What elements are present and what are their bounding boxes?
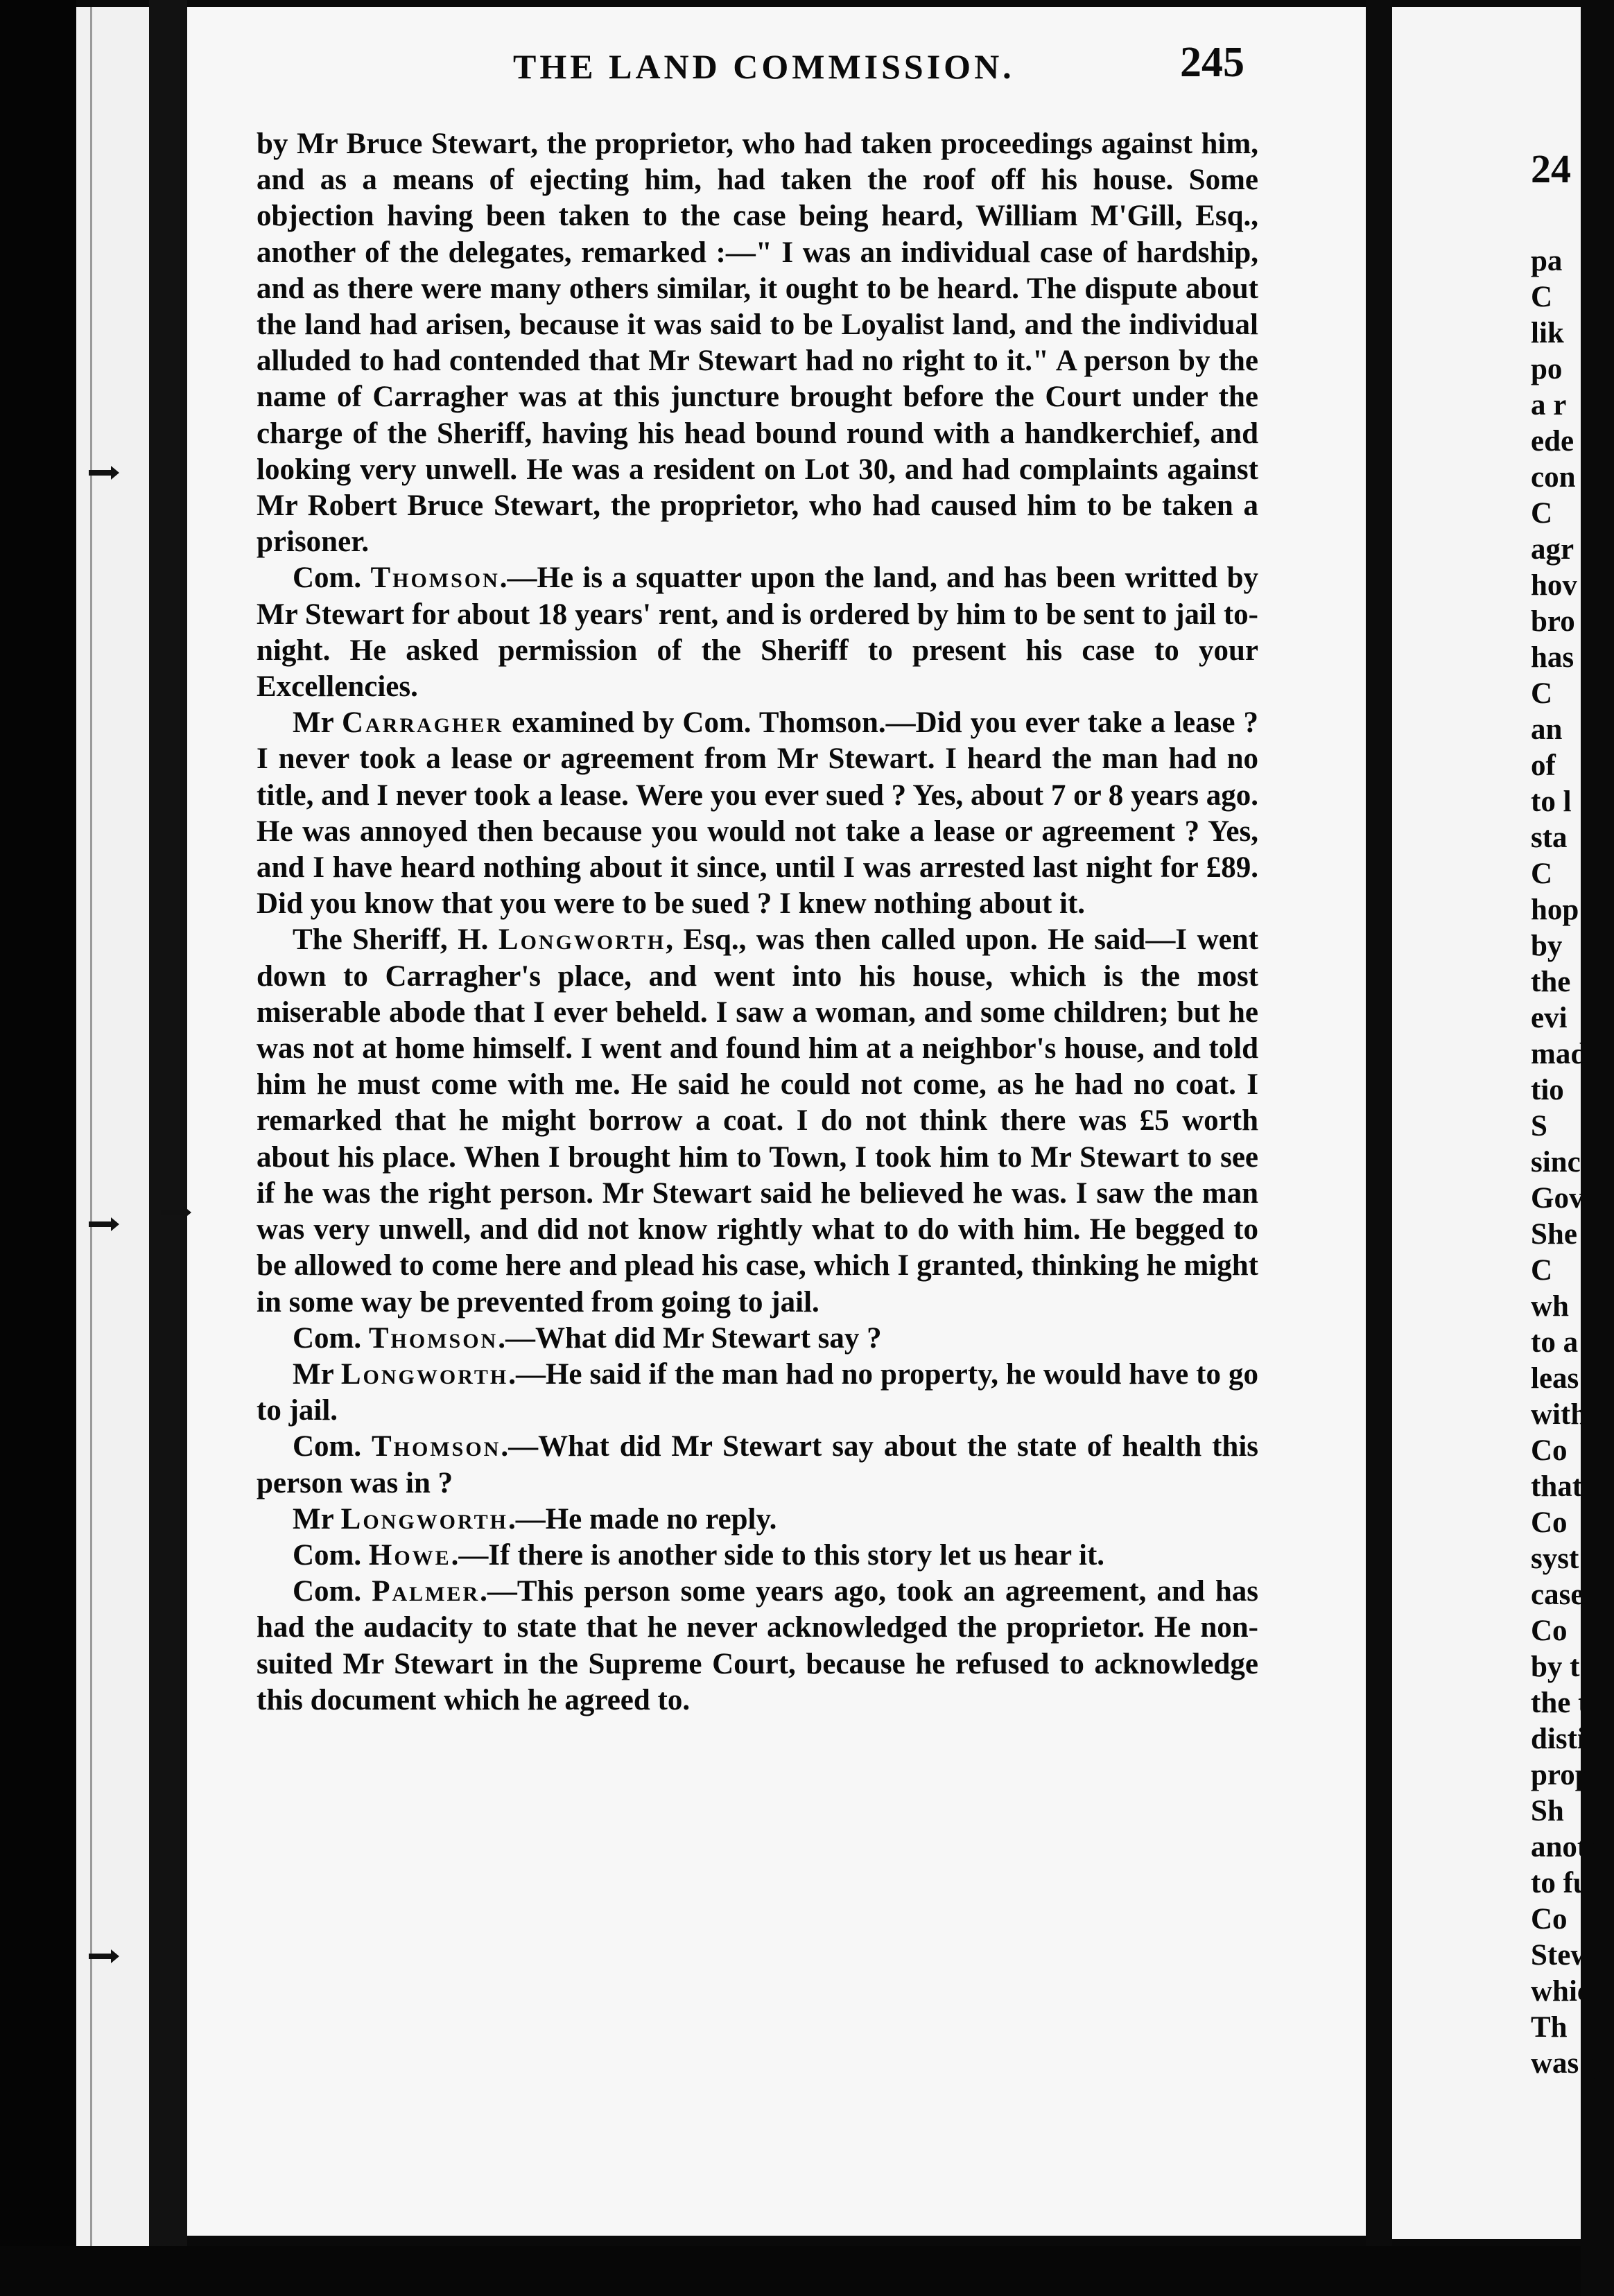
paragraph-text: Com. <box>293 1321 369 1355</box>
page-gutter <box>1366 0 1392 2296</box>
next-page-line-fragment: to fu <box>1531 1867 1590 1899</box>
speaker-name: Palmer <box>372 1575 480 1608</box>
next-page-line-fragment: to l <box>1531 785 1572 818</box>
left-border-shadow <box>0 0 76 2296</box>
paragraph <box>257 705 1258 922</box>
next-page-line-fragment: a r <box>1531 389 1567 421</box>
paragraph <box>257 922 1258 1320</box>
next-page-line-fragment: Co <box>1531 1506 1568 1539</box>
next-page-line-fragment: by t <box>1531 1651 1580 1683</box>
paragraph-text: by Mr Bruce Stewart, the proprietor, who had taken proceedings against him, and as a means of ejecting him, had taken the roof off his house. Some objection having been taken to the case being heard, William M'Gill, Esq., another of the delegates, remarked :—" I was an individual case of hardship, and as there were many others similar, it ought to be heard. The dispute about the land had arisen, because it was said to be Loyalist land, and the individual alluded to had contended that Mr Stewart had no right to it." A person by the name of Carragher was at this juncture brought before the Court under the charge of the Sheriff, having his head bound round with a handkerchief, and looking very unwell. He was a resident on Lot 30, and had complaints against Mr Robert Bruce Stewart, the proprietor, who had caused him to be taken a prisoner. <box>257 128 1258 559</box>
next-page-line-fragment: con <box>1531 461 1576 494</box>
paragraph-text: Mr <box>293 1502 341 1536</box>
paragraph-text: .—What did Mr Stewart say ? <box>498 1321 882 1355</box>
running-head <box>274 38 1244 94</box>
next-page-line-fragment: Gov <box>1531 1182 1584 1215</box>
next-page-line-fragment: the t <box>1531 1687 1588 1719</box>
paragraph-text: Com. <box>293 1538 369 1572</box>
next-page-column <box>1531 73 1614 2082</box>
paragraph-text: Com. <box>293 562 371 595</box>
article-body <box>257 126 1258 1719</box>
next-page-line-fragment: C <box>1531 497 1553 530</box>
paragraph-text: Com. <box>293 1430 372 1463</box>
next-page-line-fragment: anoth <box>1531 1831 1604 1863</box>
next-page-line-fragment: whic <box>1531 1975 1590 2008</box>
next-page-line-fragment: agr <box>1531 533 1574 566</box>
page-number: 245 <box>1180 39 1244 86</box>
paragraph <box>257 1574 1258 1719</box>
speaker-name: Thomson <box>368 1321 498 1355</box>
next-page-line-fragment: po <box>1531 353 1563 385</box>
next-page-line-fragment: She <box>1531 1218 1577 1251</box>
paragraph-text: Mr <box>293 706 342 740</box>
next-page-line-fragment: prop <box>1531 1759 1592 1791</box>
tab-marker <box>89 470 112 476</box>
next-page-line-fragment: syst <box>1531 1542 1579 1575</box>
paragraph-text: .—He is a squatter upon the land, and has been writted by Mr Stewart for about 18 years' rent, and is ordered by him to be sent to jail to-night. He asked permission of the Sheriff to present his case to your Excellencies. <box>257 562 1258 704</box>
next-page-line-fragment: Stew <box>1531 1939 1593 1972</box>
tab-marker <box>89 1221 112 1227</box>
paragraph-text: .—This person some years ago, took an agreement, and has had the audacity to state that he never acknowledged the proprietor. He non-suited Mr Stewart in the Supreme Court, because he refused to acknowledge this document which he agreed to. <box>257 1575 1258 1716</box>
paragraph-text: Mr <box>293 1357 341 1391</box>
next-page-line-fragment: C <box>1531 677 1553 710</box>
paragraph <box>257 1357 1258 1429</box>
speaker-name: Longworth <box>498 923 666 957</box>
bottom-shadow <box>0 2246 1581 2296</box>
next-page-line-fragment: of <box>1531 749 1556 782</box>
next-page-line-fragment: case <box>1531 1578 1584 1611</box>
next-page-line-fragment: Co <box>1531 1434 1568 1467</box>
next-page-line-fragment: with <box>1531 1398 1588 1431</box>
next-page-line-fragment: sinc <box>1531 1146 1581 1179</box>
paragraph-text: .—What did Mr Stewart say about the state of health this person was in ? <box>257 1430 1259 1499</box>
next-page-line-fragment: tio <box>1531 1074 1564 1106</box>
next-page-line-fragment: the <box>1531 966 1571 998</box>
next-page-line-fragment: hop <box>1531 894 1579 926</box>
next-page-line-fragment: hov <box>1531 569 1577 602</box>
speaker-name: Thomson <box>370 562 500 595</box>
next-page-line-fragment: has <box>1531 641 1574 674</box>
next-page-line-fragment: Co <box>1531 1615 1568 1647</box>
next-page-line-fragment: Th <box>1531 2011 1568 2044</box>
book-spine <box>149 0 187 2246</box>
paragraph <box>257 1538 1258 1574</box>
next-page-line-fragment: sta <box>1531 821 1568 854</box>
next-page-line-fragment: bro <box>1531 605 1575 638</box>
speaker-name: Carragher <box>341 706 504 740</box>
tab-marker <box>161 1210 184 1215</box>
next-page-line-fragment: ede <box>1531 425 1574 458</box>
paragraph-text: examined by Com. Thomson.—Did you ever take a lease ? I never took a lease or agreement from Mr Stewart. I heard the man had no title, and I never took a lease. Were you ever sued ? Yes, about 7 or 8 years ago. He was annoyed then because you would not take a lease or agreement ? Yes, and I have heard nothing about it since, until I was arrested last night for £89. Did you know that you were to be sued ? I knew nothing about it. <box>257 706 1258 921</box>
next-page-line-fragment: leas <box>1531 1362 1579 1395</box>
next-page-line-fragment: mad <box>1531 1038 1588 1070</box>
next-page-line-fragment: disti <box>1531 1723 1586 1755</box>
speaker-name: Longworth <box>340 1357 509 1391</box>
next-page-line-fragment: evi <box>1531 1002 1568 1034</box>
speaker-name: Thomson <box>372 1430 501 1463</box>
next-page-line-fragment: wh <box>1531 1290 1569 1323</box>
next-page-line-fragment: Sh <box>1531 1795 1564 1827</box>
tab-marker <box>89 1954 112 1959</box>
next-page-line-fragment: C <box>1531 1254 1553 1287</box>
next-page-line-fragment: an <box>1531 713 1563 746</box>
next-page-line-fragment: to a <box>1531 1326 1579 1359</box>
paragraph <box>257 1502 1258 1538</box>
speaker-name: Longworth <box>340 1502 508 1536</box>
paragraph <box>257 560 1258 705</box>
next-page-line-fragment: by <box>1531 930 1563 962</box>
next-page-line-fragment: was p <box>1531 2047 1603 2080</box>
next-page-number: 24 <box>1531 146 1571 191</box>
next-page-line-fragment: pa <box>1531 245 1563 277</box>
paragraph-text: .—He made no reply. <box>507 1502 777 1536</box>
paragraph <box>257 1429 1258 1501</box>
paragraph <box>257 126 1258 560</box>
paragraph-text: Com. <box>293 1575 372 1608</box>
paragraph-text: The Sheriff, H. <box>293 923 498 957</box>
running-head-title: THE LAND COMMISSION. <box>513 47 1015 86</box>
next-page-line-fragment: Co <box>1531 1903 1568 1936</box>
paragraph-text: .—If there is another side to this story let us hear it. <box>451 1538 1105 1572</box>
paragraph-text: , Esq., was then called upon. He said—I went down to Carragher's place, and went into his house, which is the most miserable abode that I ever beheld. I saw a woman, and some children; but he was not at home himself. I went and found him at a neighbor's house, and told him he must come with me. He said he could not come, as he had no coat. I remarked that he might borrow a coat. I do not think there was £5 worth about his place. When I brought him to Town, I took him to Mr Stewart to see if he was the right person. Mr Stewart said he believed he was. I saw the man was very unwell, and did not know rightly what to do with him. He begged to be allowed to come here and plead his case, which I granted, thinking he might in some way be prevented from going to jail. <box>257 923 1259 1319</box>
speaker-name: Howe <box>368 1538 451 1572</box>
paragraph-text: .—He said if the man had no property, he would have to go to jail. <box>257 1357 1258 1427</box>
paragraph <box>257 1321 1258 1357</box>
next-page-line-fragment: C <box>1531 281 1553 313</box>
next-page-line-fragment: lik <box>1531 317 1564 349</box>
next-page-line-fragment: S <box>1531 1110 1547 1142</box>
next-page-line-fragment: C <box>1531 858 1553 890</box>
next-page-line-fragment: that <box>1531 1470 1583 1503</box>
